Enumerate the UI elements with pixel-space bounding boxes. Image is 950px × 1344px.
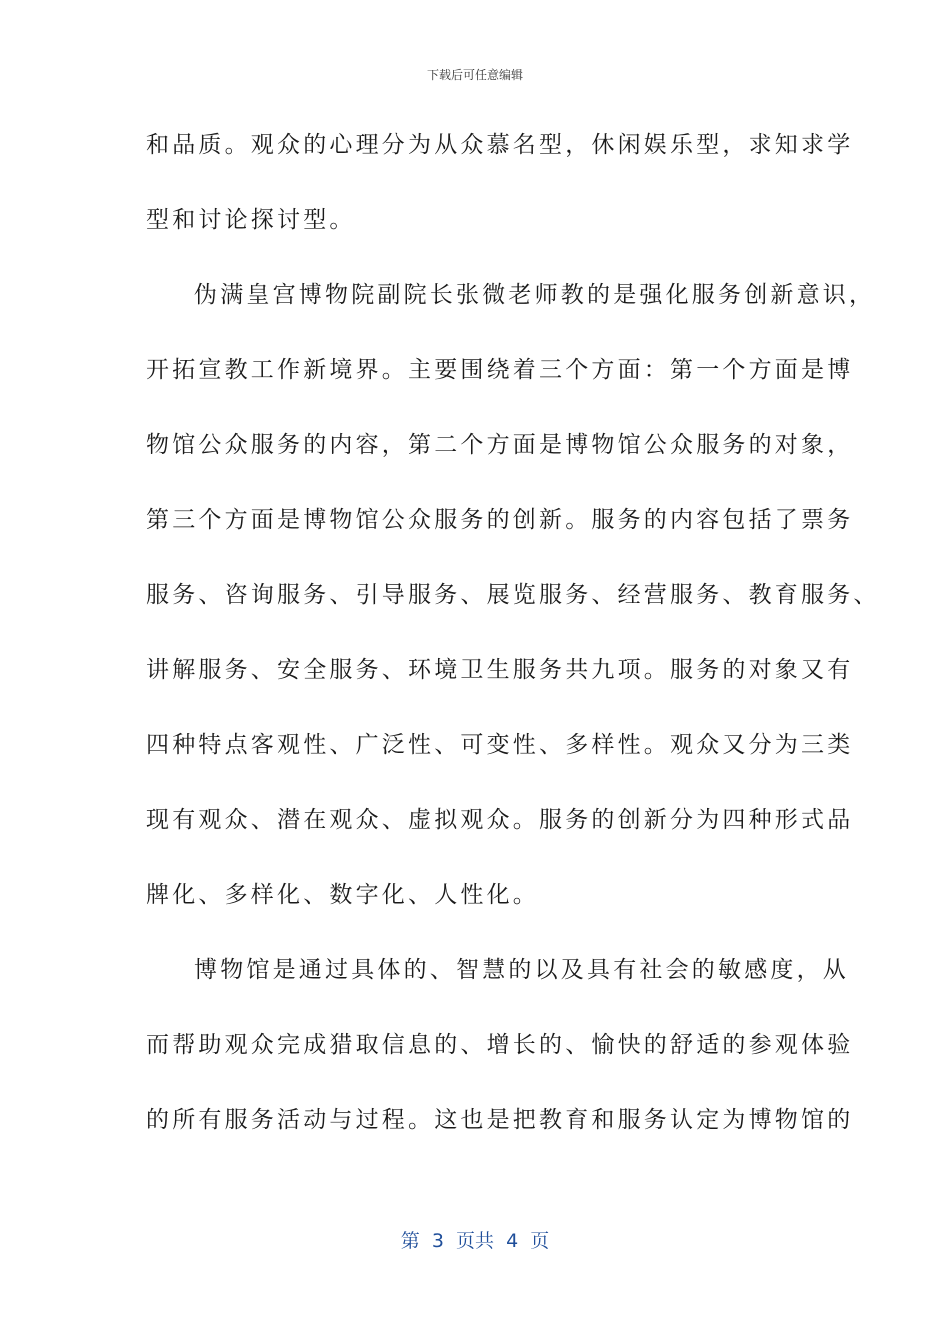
text-line-14: 的所有服务活动与过程。这也是把教育和服务认定为博物馆的 <box>146 1107 854 1133</box>
text-line-3: 伪满皇宫博物院副院长张微老师教的是强化服务创新意识， <box>194 282 876 308</box>
text-line-4: 开拓宣教工作新境界。主要围绕着三个方面：第一个方面是博 <box>146 357 854 383</box>
text-line-13: 而帮助观众完成猎取信息的、增长的、愉快的舒适的参观体验 <box>146 1032 854 1058</box>
text-line-8: 讲解服务、安全服务、环境卫生服务共九项。服务的对象又有 <box>146 657 854 683</box>
text-line-9: 四种特点客观性、广泛性、可变性、多样性。观众又分为三类 <box>146 732 854 758</box>
text-line-12: 博物馆是通过具体的、智慧的以及具有社会的敏感度，从 <box>194 957 849 983</box>
text-line-10: 现有观众、潜在观众、虚拟观众。服务的创新分为四种形式品 <box>146 807 854 833</box>
text-line-5: 物馆公众服务的内容，第二个方面是博物馆公众服务的对象， <box>146 432 854 458</box>
text-line-7: 服务、咨询服务、引导服务、展览服务、经营服务、教育服务、 <box>146 582 880 608</box>
text-line-6: 第三个方面是博物馆公众服务的创新。服务的内容包括了票务 <box>146 507 854 533</box>
page-indicator: 第 3 页共 4 页 <box>400 1230 550 1252</box>
header-note: 下载后可任意编辑 <box>426 68 523 82</box>
text-line-2: 型和讨论探讨型。 <box>146 207 356 233</box>
text-line-1: 和品质。观众的心理分为从众慕名型，休闲娱乐型，求知求学 <box>146 132 854 158</box>
text-line-11: 牌化、多样化、数字化、人性化。 <box>146 882 539 908</box>
